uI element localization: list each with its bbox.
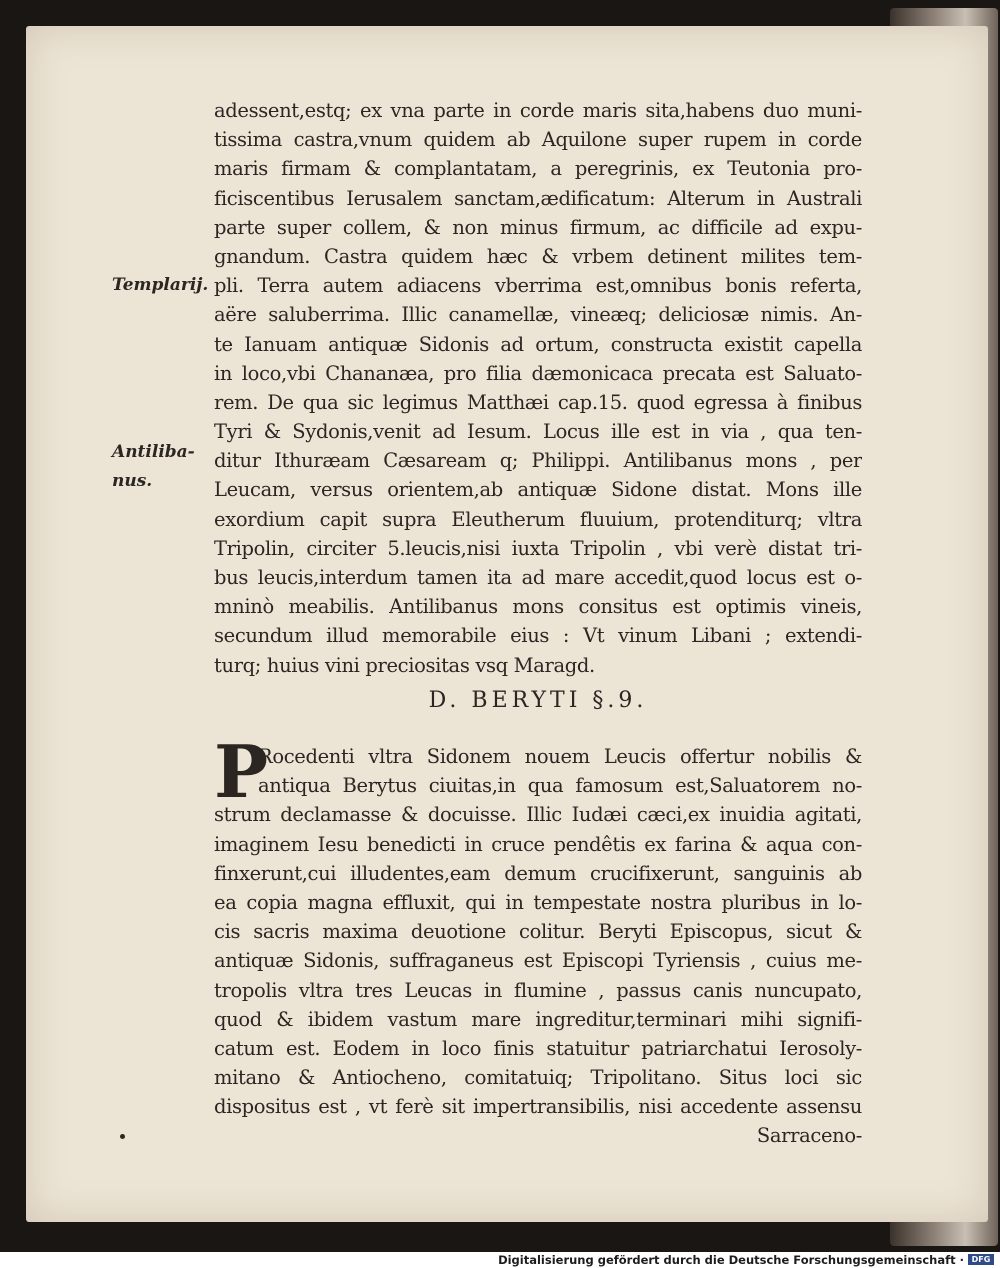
text-line: aëre saluberrima. Illic canamellæ, vineæq; deliciosæ nimis. An- [214,303,862,327]
text-line: Tripolin, circiter 5.leucis,nisi iuxta Tripolin , vbi verè distat tri- [214,536,862,560]
margin-note-antilibanus-2: nus. [112,471,153,491]
text-line: antiqua Berytus ciuitas,in qua famosum est,Saluatorem no- [258,774,862,798]
text-line: tissima castra,vnum quidem ab Aquilone super rupem in corde [214,128,862,152]
catchword: Sarraceno- [756,1124,862,1148]
text-line: parte super collem, & non minus firmum, ac difficile ad expu- [214,215,862,239]
text-line: rem. De qua sic legimus Matthæi cap.15. quod egressa à finibus [214,390,862,414]
text-line: ditur Ithuræam Cæsaream q; Philippi. Antilibanus mons , per [214,449,862,473]
text-line: finxerunt,cui illudentes,eam demum crucifixerunt, sanguinis ab [214,861,862,885]
text-line: antiquæ Sidonis, suffraganeus est Episcopi Tyriensis , cuius me- [214,949,862,973]
footer-bar [0,1252,1000,1268]
dfg-logo: DFG [968,1254,994,1265]
text-line: in loco,vbi Chananæa, pro filia dæmonicaca precata est Saluato- [214,361,862,385]
text-line: strum declamasse & docuisse. Illic Iudæi cæci,ex inuidia agitati, [214,803,862,827]
text-line: quod & ibidem vastum mare ingreditur,terminari mihi signifi- [214,1007,862,1031]
section-heading: D. BERYTI §.9. [428,688,648,713]
text-line: maris firmam & complantatam, a peregrinis, ex Teutonia pro- [214,157,862,181]
text-line: te Ianuam antiquæ Sidonis ad ortum, constructa existit capella [214,332,862,356]
text-line: imaginem Iesu benedicti in cruce pendêtis ex farina & aqua con- [214,832,862,856]
text-line: cis sacris maxima deuotione colitur. Beryti Episcopus, sicut & [214,920,862,944]
drop-capital: P [214,729,269,814]
margin-note-templarii: Templarij. [112,275,209,295]
text-line: ficiscentibus Ierusalem sanctam,ædificatum: Alterum in Australi [214,186,862,210]
text-line: catum est. Eodem in loco finis statuitur patriarchatui Ierosoly- [214,1036,862,1060]
text-line: dispositus est , vt ferè sit impertransibilis, nisi accedente assensu [214,1095,862,1119]
text-line: Rocedenti vltra Sidonem nouem Leucis offertur nobilis & [258,745,862,768]
text-line: adessent,estq; ex vna parte in corde maris sita,habens duo muni- [214,99,862,122]
text-line: exordium capit supra Eleutherum fluuium, protenditurq; vltra [214,507,862,531]
paragraph-1 [214,96,862,680]
text-line: turq; huius vini preciositas vsq Maragd. [214,653,595,677]
footer-credit: Digitalisierung gefördert durch die Deutsche Forschungsgemeinschaft · [498,1253,964,1267]
text-line: Leucam, versus orientem,ab antiquæ Sidone distat. Mons ille [214,478,862,502]
text-line: tropolis vltra tres Leucas in flumine , passus canis nuncupato, [214,978,862,1002]
text-line: mitano & Antiocheno, comitatuiq; Tripolitano. Situs loci sic [214,1066,862,1090]
margin-note-antilibanus-1: Antiliba- [112,442,195,462]
text-line: pli. Terra autem adiacens vberrima est,omnibus bonis referta, [214,274,862,298]
text-line: Tyri & Sydonis,venit ad Iesum. Locus ille est in via , qua ten- [214,420,862,444]
text-line: mninò meabilis. Antilibanus mons consitus est optimis vineis, [214,595,862,619]
text-line: secundum illud memorabile eius : Vt vinum Libani ; extendi- [214,624,862,648]
paragraph-2 [214,729,862,1151]
text-line: gnandum. Castra quidem hæc & vrbem detinent milites tem- [214,244,862,268]
text-line: ea copia magna effluxit, qui in tempestate nostra pluribus in lo- [214,890,862,914]
text-line: bus leucis,interdum tamen ita ad mare accedit,quod locus est o- [214,566,862,589]
ink-dot [120,1134,125,1139]
